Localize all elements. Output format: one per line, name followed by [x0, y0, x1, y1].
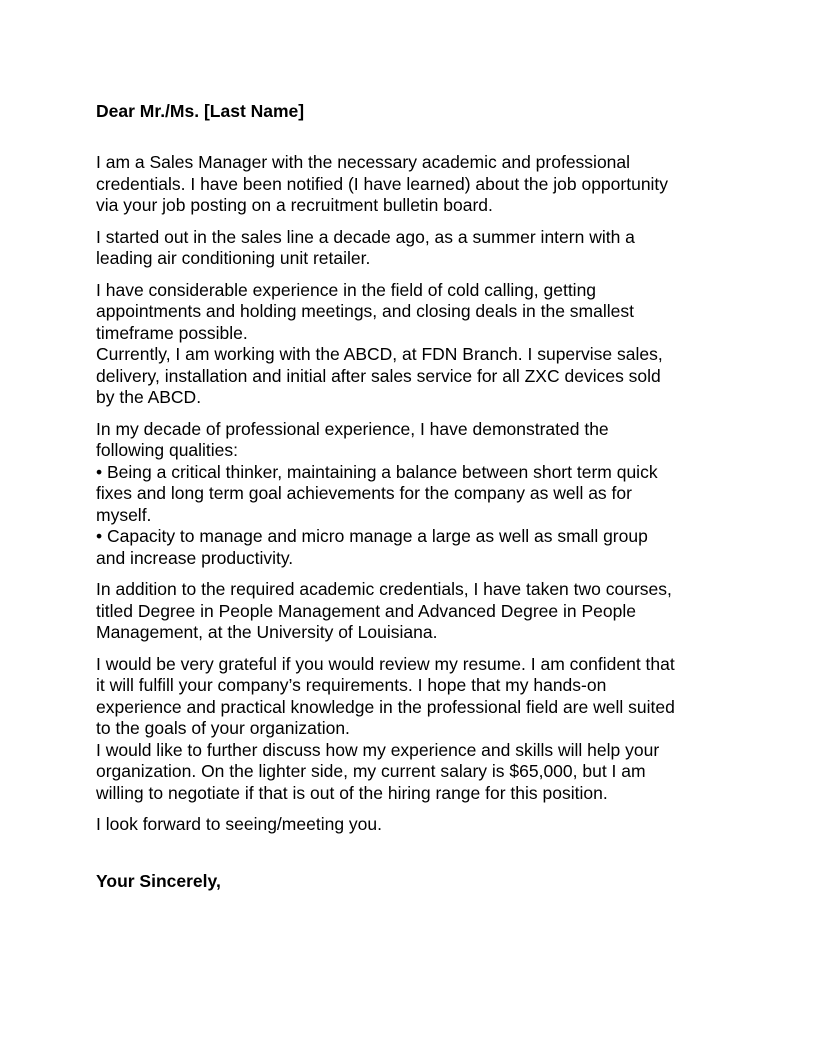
text-line: delivery, installation and initial after sales service for all ZXC devices sold	[96, 365, 661, 386]
text-line: I started out in the sales line a decade ago, as a summer intern with a	[96, 226, 635, 247]
bullet-line: • Being a critical thinker, maintaining a balance between short term quick	[96, 461, 658, 482]
text-line: following qualities:	[96, 440, 239, 460]
text-line: by the ABCD.	[96, 387, 202, 407]
text-line: fixes and long term goal achievements for the company as well as for	[96, 483, 632, 503]
text-line: it will fulfill your company’s requirements. I hope that my hands-on	[96, 675, 607, 695]
text-line: I am a Sales Manager with the necessary academic and professional	[96, 152, 631, 172]
paragraph-intro	[96, 152, 736, 217]
paragraph-request	[96, 654, 736, 805]
text-line: leading air conditioning unit retailer.	[96, 248, 371, 268]
text-line: In addition to the required academic credentials, I have taken two courses,	[96, 579, 672, 599]
text-line: In my decade of professional experience, I have demonstrated the	[96, 418, 609, 439]
closing-signoff: Your Sincerely,	[96, 870, 221, 891]
paragraph-education	[96, 579, 736, 644]
text-line: credentials. I have been notified (I have learned) about the job opportunity	[96, 173, 669, 194]
text-line: I would like to further discuss how my experience and skills will help your	[96, 739, 660, 760]
text-line: I would be very grateful if you would review my resume. I am confident that	[96, 653, 675, 674]
text-line: appointments and holding meetings, and closing deals in the smallest	[96, 301, 634, 321]
text-line: titled Degree in People Management and Advanced Degree in People	[96, 600, 636, 621]
text-line: Currently, I am working with the ABCD, at FDN Branch. I supervise sales,	[96, 344, 663, 364]
paragraph-qualities	[96, 419, 736, 570]
text-line: timeframe possible.	[96, 322, 248, 343]
letter-body	[96, 99, 736, 893]
paragraph-background	[96, 227, 736, 270]
salutation: Dear Mr./Ms. [Last Name]	[96, 101, 305, 121]
text-line: myself.	[96, 504, 152, 525]
text-line: and increase productivity.	[96, 547, 294, 568]
text-line: experience and practical knowledge in the professional field are well suited	[96, 696, 675, 717]
paragraph-experience	[96, 280, 736, 409]
paragraph-closing-remark	[96, 814, 736, 836]
text-line: Management, at the University of Louisiana.	[96, 622, 438, 642]
text-line: via your job posting on a recruitment bulletin board.	[96, 195, 493, 215]
text-line: willing to negotiate if that is out of the hiring range for this position.	[96, 782, 608, 803]
text-line: I look forward to seeing/meeting you.	[96, 814, 382, 834]
text-line: I have considerable experience in the field of cold calling, getting	[96, 279, 597, 300]
text-line: to the goals of your organization.	[96, 718, 350, 738]
text-line: organization. On the lighter side, my current salary is $65,000, but I am	[96, 761, 646, 781]
bullet-line: • Capacity to manage and micro manage a large as well as small group	[96, 526, 648, 546]
